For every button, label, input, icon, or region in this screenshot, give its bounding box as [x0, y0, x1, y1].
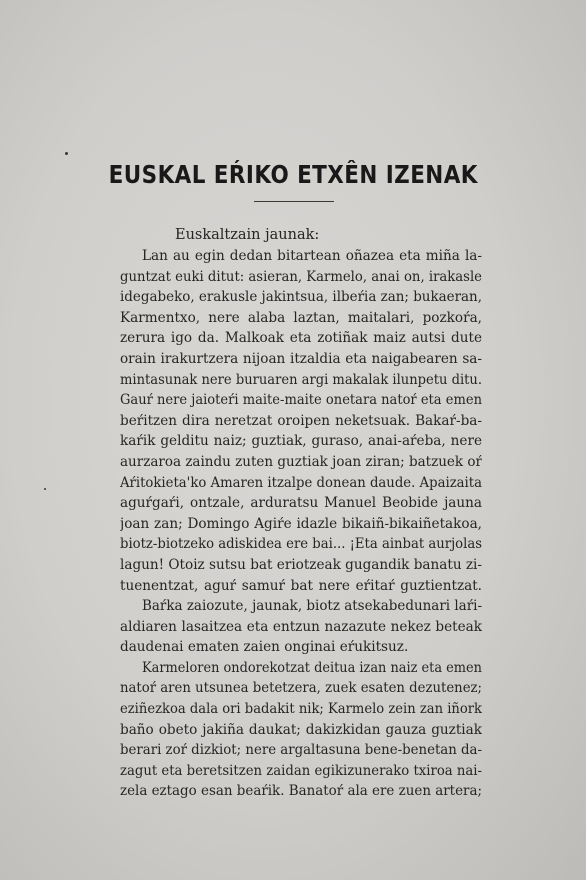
- text-line: guntzat euki ditut: asieran, Karmelo, anai on, irakasle: [120, 268, 482, 285]
- text-line: joan zan; Domingo Agiŕe idazle bikaiñ-bikaiñetakoa,: [120, 515, 482, 532]
- ink-speck: [65, 152, 68, 155]
- body-text: [120, 246, 482, 802]
- title-divider: [254, 201, 334, 202]
- text-line: Baŕka zaiozute, jaunak, biotz atsekabedunari laŕi-: [141, 598, 482, 615]
- text-line: Aŕitokieta'ko Amaren itzalpe donean daude. Apaizaita: [120, 474, 482, 491]
- text-line: eziñezkoa dala ori badakit nik; Karmelo zein zan iñork: [120, 701, 482, 718]
- text-line: aguŕgaŕi, ontzale, arduratsu Manuel Beobide jauna: [120, 495, 482, 512]
- text-line: mintasunak nere buruaren argi makalak ilunpetu ditu.: [120, 371, 482, 388]
- text-line: Karmentxo, nere alaba laztan, maitalari, pozkoŕa,: [120, 309, 482, 326]
- text-line: natoŕ aren utsunea betetzera, zuek esaten dezutenez;: [120, 680, 482, 697]
- text-line: lagun! Otoiz sutsu bat eriotzeak gugandik banatu zi-: [120, 556, 482, 573]
- text-line: zagut eta beretsitzen zaidan egikizunerako txiroa nai-: [120, 762, 482, 779]
- text-line: aldiaren lasaitzea eta entzun nazazute nekez beteak: [120, 618, 482, 635]
- text-line: beŕitzen dira neretzat oroipen neketsuak. Bakaŕ-ba-: [120, 412, 482, 429]
- text-line: biotz-biotzeko adiskidea ere bai... ¡Eta ainbat aurjolas: [120, 536, 482, 553]
- text-line: baño obeto jakiña daukat; dakizkidan gauza guztiak: [120, 721, 482, 738]
- text-line: aurzaroa zaindu zuten guztiak joan ziran; batzuek oŕ: [120, 453, 482, 470]
- text-line: kaŕik gelditu naiz; guztiak, guraso, anai-aŕeba, nere: [120, 433, 482, 450]
- text-line: Lan au egin dedan bitartean oñazea eta miña la-: [142, 248, 482, 264]
- ink-speck: [44, 488, 46, 490]
- text-line: Gauŕ nere jaioteŕi maite-maite onetara natoŕ eta emen: [120, 392, 482, 409]
- text-line: daudenai ematen zaien onginai eŕukitsuz.: [120, 639, 409, 656]
- text-line: zerura igo da. Malkoak eta zotiñak maiz autsi dute: [120, 330, 482, 347]
- text-line: idegabeko, erakusle jakintsua, ilbeŕia zan; bukaeran,: [120, 289, 482, 306]
- text-line: tuenentzat, aguŕ samuŕ bat nere eŕitaŕ guztientzat.: [120, 577, 482, 594]
- text-line: Karmeloren ondorekotzat deitua izan naiz eta emen: [141, 659, 482, 676]
- text-line: berari zoŕ dizkiot; nere argaltasuna bene-benetan da-: [120, 742, 482, 759]
- text-line: orain irakurtzera nijoan itzaldia eta naigabearen sa-: [120, 350, 482, 367]
- salutation: Euskaltzain jaunak:: [175, 227, 320, 243]
- page-title: EUSKAL EŔIKO ETXÊN IZENAK: [108, 160, 478, 189]
- text-line: zela eztago esan beaŕik. Banatoŕ ala ere zuen artera;: [120, 783, 482, 800]
